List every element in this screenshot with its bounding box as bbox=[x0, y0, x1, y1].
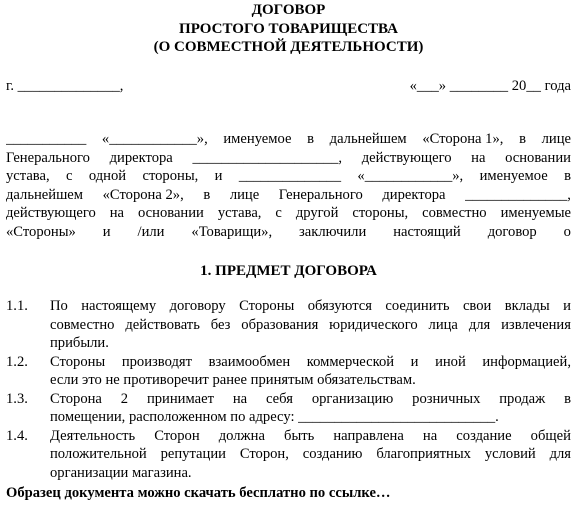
word: и bbox=[563, 298, 571, 314]
word: в bbox=[564, 390, 571, 407]
word: /или bbox=[137, 223, 165, 240]
word: с bbox=[275, 205, 282, 221]
word: образования bbox=[241, 316, 319, 333]
title-line-1: ДОГОВОР bbox=[251, 2, 326, 18]
clause-item bbox=[6, 297, 571, 353]
word: 2 bbox=[120, 390, 129, 407]
word: директора bbox=[109, 149, 173, 166]
word: настоящий bbox=[393, 223, 461, 240]
section-heading: 1. ПРЕДМЕТ ДОГОВОРА bbox=[200, 263, 377, 279]
download-link[interactable]: Образец документа можно скачать бесплатно по ссылке… bbox=[6, 485, 391, 501]
word: извлечения bbox=[501, 316, 571, 333]
word: производят bbox=[121, 353, 192, 370]
word: действовать bbox=[125, 316, 200, 333]
preamble-line bbox=[6, 223, 571, 242]
word: Генерального bbox=[278, 186, 363, 203]
word: именуемое bbox=[223, 131, 292, 147]
clause-line: помещении, расположенном по адресу: ___________________________. bbox=[50, 409, 499, 425]
word: на bbox=[232, 390, 248, 407]
clause-text bbox=[50, 297, 571, 353]
word: репутации bbox=[160, 446, 226, 462]
word: совместно bbox=[422, 205, 487, 221]
word: условий bbox=[484, 446, 536, 462]
word: устава, bbox=[217, 205, 262, 221]
word: заключили bbox=[299, 223, 367, 240]
clause-text bbox=[50, 427, 571, 483]
word: ______________ bbox=[238, 168, 342, 184]
word: именуемое bbox=[479, 168, 548, 184]
word: «Сторона 1», bbox=[422, 131, 504, 147]
word: коммерческой bbox=[306, 353, 395, 370]
title-line-2: ПРОСТОГО ТОВАРИЩЕСТВА bbox=[179, 20, 398, 37]
word: «Стороны» bbox=[6, 223, 76, 240]
preamble-line bbox=[6, 204, 571, 223]
word: информацией, bbox=[482, 353, 571, 370]
word: договору bbox=[169, 298, 226, 314]
clause-number: 1.3. bbox=[6, 390, 28, 407]
word: ____________________, bbox=[192, 149, 343, 166]
word: продаж bbox=[499, 390, 546, 407]
clause-line bbox=[50, 297, 571, 316]
word: Генерального bbox=[6, 149, 90, 166]
word: «____________», bbox=[101, 131, 208, 147]
word: обязуются bbox=[307, 298, 373, 314]
word: действующего bbox=[361, 149, 452, 166]
word: По bbox=[50, 298, 68, 314]
word: основании bbox=[505, 149, 571, 166]
clause-item bbox=[6, 390, 571, 427]
word: принимает bbox=[146, 390, 214, 407]
word: в bbox=[519, 131, 526, 147]
word: в bbox=[307, 131, 315, 147]
word: «Товарищи», bbox=[191, 223, 273, 240]
word: именуемые bbox=[500, 205, 571, 221]
city-field: г. ______________, bbox=[6, 78, 124, 94]
word: действующего bbox=[6, 205, 96, 221]
word: должна bbox=[218, 427, 265, 444]
word: создание bbox=[456, 427, 512, 444]
word: Стороны bbox=[239, 298, 295, 314]
clause-line: прибыли. bbox=[50, 335, 109, 351]
word: Деятельность bbox=[50, 427, 136, 444]
clause-item bbox=[6, 353, 571, 390]
word: о bbox=[563, 223, 571, 240]
clause-line bbox=[50, 353, 571, 372]
word: взаимообмен bbox=[208, 353, 291, 370]
preamble-line bbox=[6, 167, 571, 186]
section-items bbox=[6, 297, 571, 482]
word: направлена bbox=[333, 427, 404, 444]
word: и bbox=[214, 168, 223, 184]
word: на bbox=[109, 205, 125, 221]
word: в bbox=[564, 168, 571, 184]
clause-number: 1.4. bbox=[6, 427, 28, 444]
word: вклады bbox=[504, 298, 550, 314]
word: на bbox=[471, 149, 486, 166]
word: дальнейшем bbox=[329, 131, 407, 147]
word: в bbox=[203, 186, 211, 203]
word: свои bbox=[462, 298, 492, 314]
word: положительной bbox=[50, 446, 147, 462]
clause-line bbox=[50, 427, 571, 446]
word: основании bbox=[138, 205, 204, 221]
word: розничных bbox=[412, 390, 481, 407]
word: лица bbox=[428, 316, 458, 333]
word: настоящему bbox=[81, 298, 157, 314]
word: ______________, bbox=[465, 186, 571, 203]
word: стороны, bbox=[352, 205, 409, 221]
clause-text bbox=[50, 353, 571, 390]
word: Стороны bbox=[50, 353, 106, 370]
preamble-line bbox=[6, 186, 571, 205]
word: лице bbox=[541, 131, 571, 147]
word: без bbox=[210, 316, 231, 333]
clause-line bbox=[50, 445, 571, 464]
clause-text bbox=[50, 390, 571, 427]
clause-line bbox=[50, 316, 571, 335]
preamble-line bbox=[6, 130, 571, 149]
word: устава, bbox=[6, 168, 50, 184]
word: другой bbox=[295, 205, 339, 221]
word: директора bbox=[382, 186, 446, 203]
document-title bbox=[0, 1, 577, 57]
word: для bbox=[549, 446, 571, 462]
word: одной bbox=[88, 168, 127, 184]
word: «____________», bbox=[357, 168, 464, 184]
word: договор bbox=[487, 223, 537, 240]
preamble-paragraph bbox=[6, 130, 571, 241]
word: и bbox=[410, 353, 419, 370]
word: организацию bbox=[311, 390, 394, 407]
word: с bbox=[66, 168, 73, 184]
word: Сторон, bbox=[239, 446, 289, 462]
word: созданию bbox=[302, 446, 363, 462]
clause-line: организации магазина. bbox=[50, 464, 192, 481]
word: общей bbox=[530, 427, 571, 444]
word: на bbox=[422, 427, 438, 444]
word: быть bbox=[284, 427, 315, 444]
word: соединить bbox=[385, 298, 450, 314]
word: благоприятных bbox=[376, 446, 471, 462]
title-line-3: (О СОВМЕСТНОЙ ДЕЯТЕЛЬНОСТИ) bbox=[153, 39, 424, 55]
clause-number: 1.1. bbox=[6, 298, 28, 314]
word: себя bbox=[266, 390, 293, 407]
word: стороны, bbox=[142, 168, 199, 184]
word: дальнейшем bbox=[6, 186, 84, 203]
word: лице bbox=[229, 186, 260, 203]
word: «Сторона 2», bbox=[102, 186, 184, 203]
word: юридического bbox=[329, 316, 418, 333]
place-date-line bbox=[6, 77, 571, 95]
word: иной bbox=[435, 353, 466, 370]
word: и bbox=[102, 223, 111, 240]
word: ___________ bbox=[6, 131, 87, 147]
word: Сторон bbox=[154, 427, 200, 444]
clause-line: если это не противоречит ранее принятым обязательствам. bbox=[50, 372, 416, 388]
word: совместно bbox=[50, 316, 115, 333]
word: Сторона bbox=[50, 390, 102, 407]
preamble-line bbox=[6, 149, 571, 168]
clause-item bbox=[6, 427, 571, 483]
date-field: «___» ________ 20__ года bbox=[409, 78, 571, 94]
word: для bbox=[468, 316, 491, 333]
clause-line bbox=[50, 390, 571, 409]
clause-number: 1.2. bbox=[6, 353, 28, 370]
